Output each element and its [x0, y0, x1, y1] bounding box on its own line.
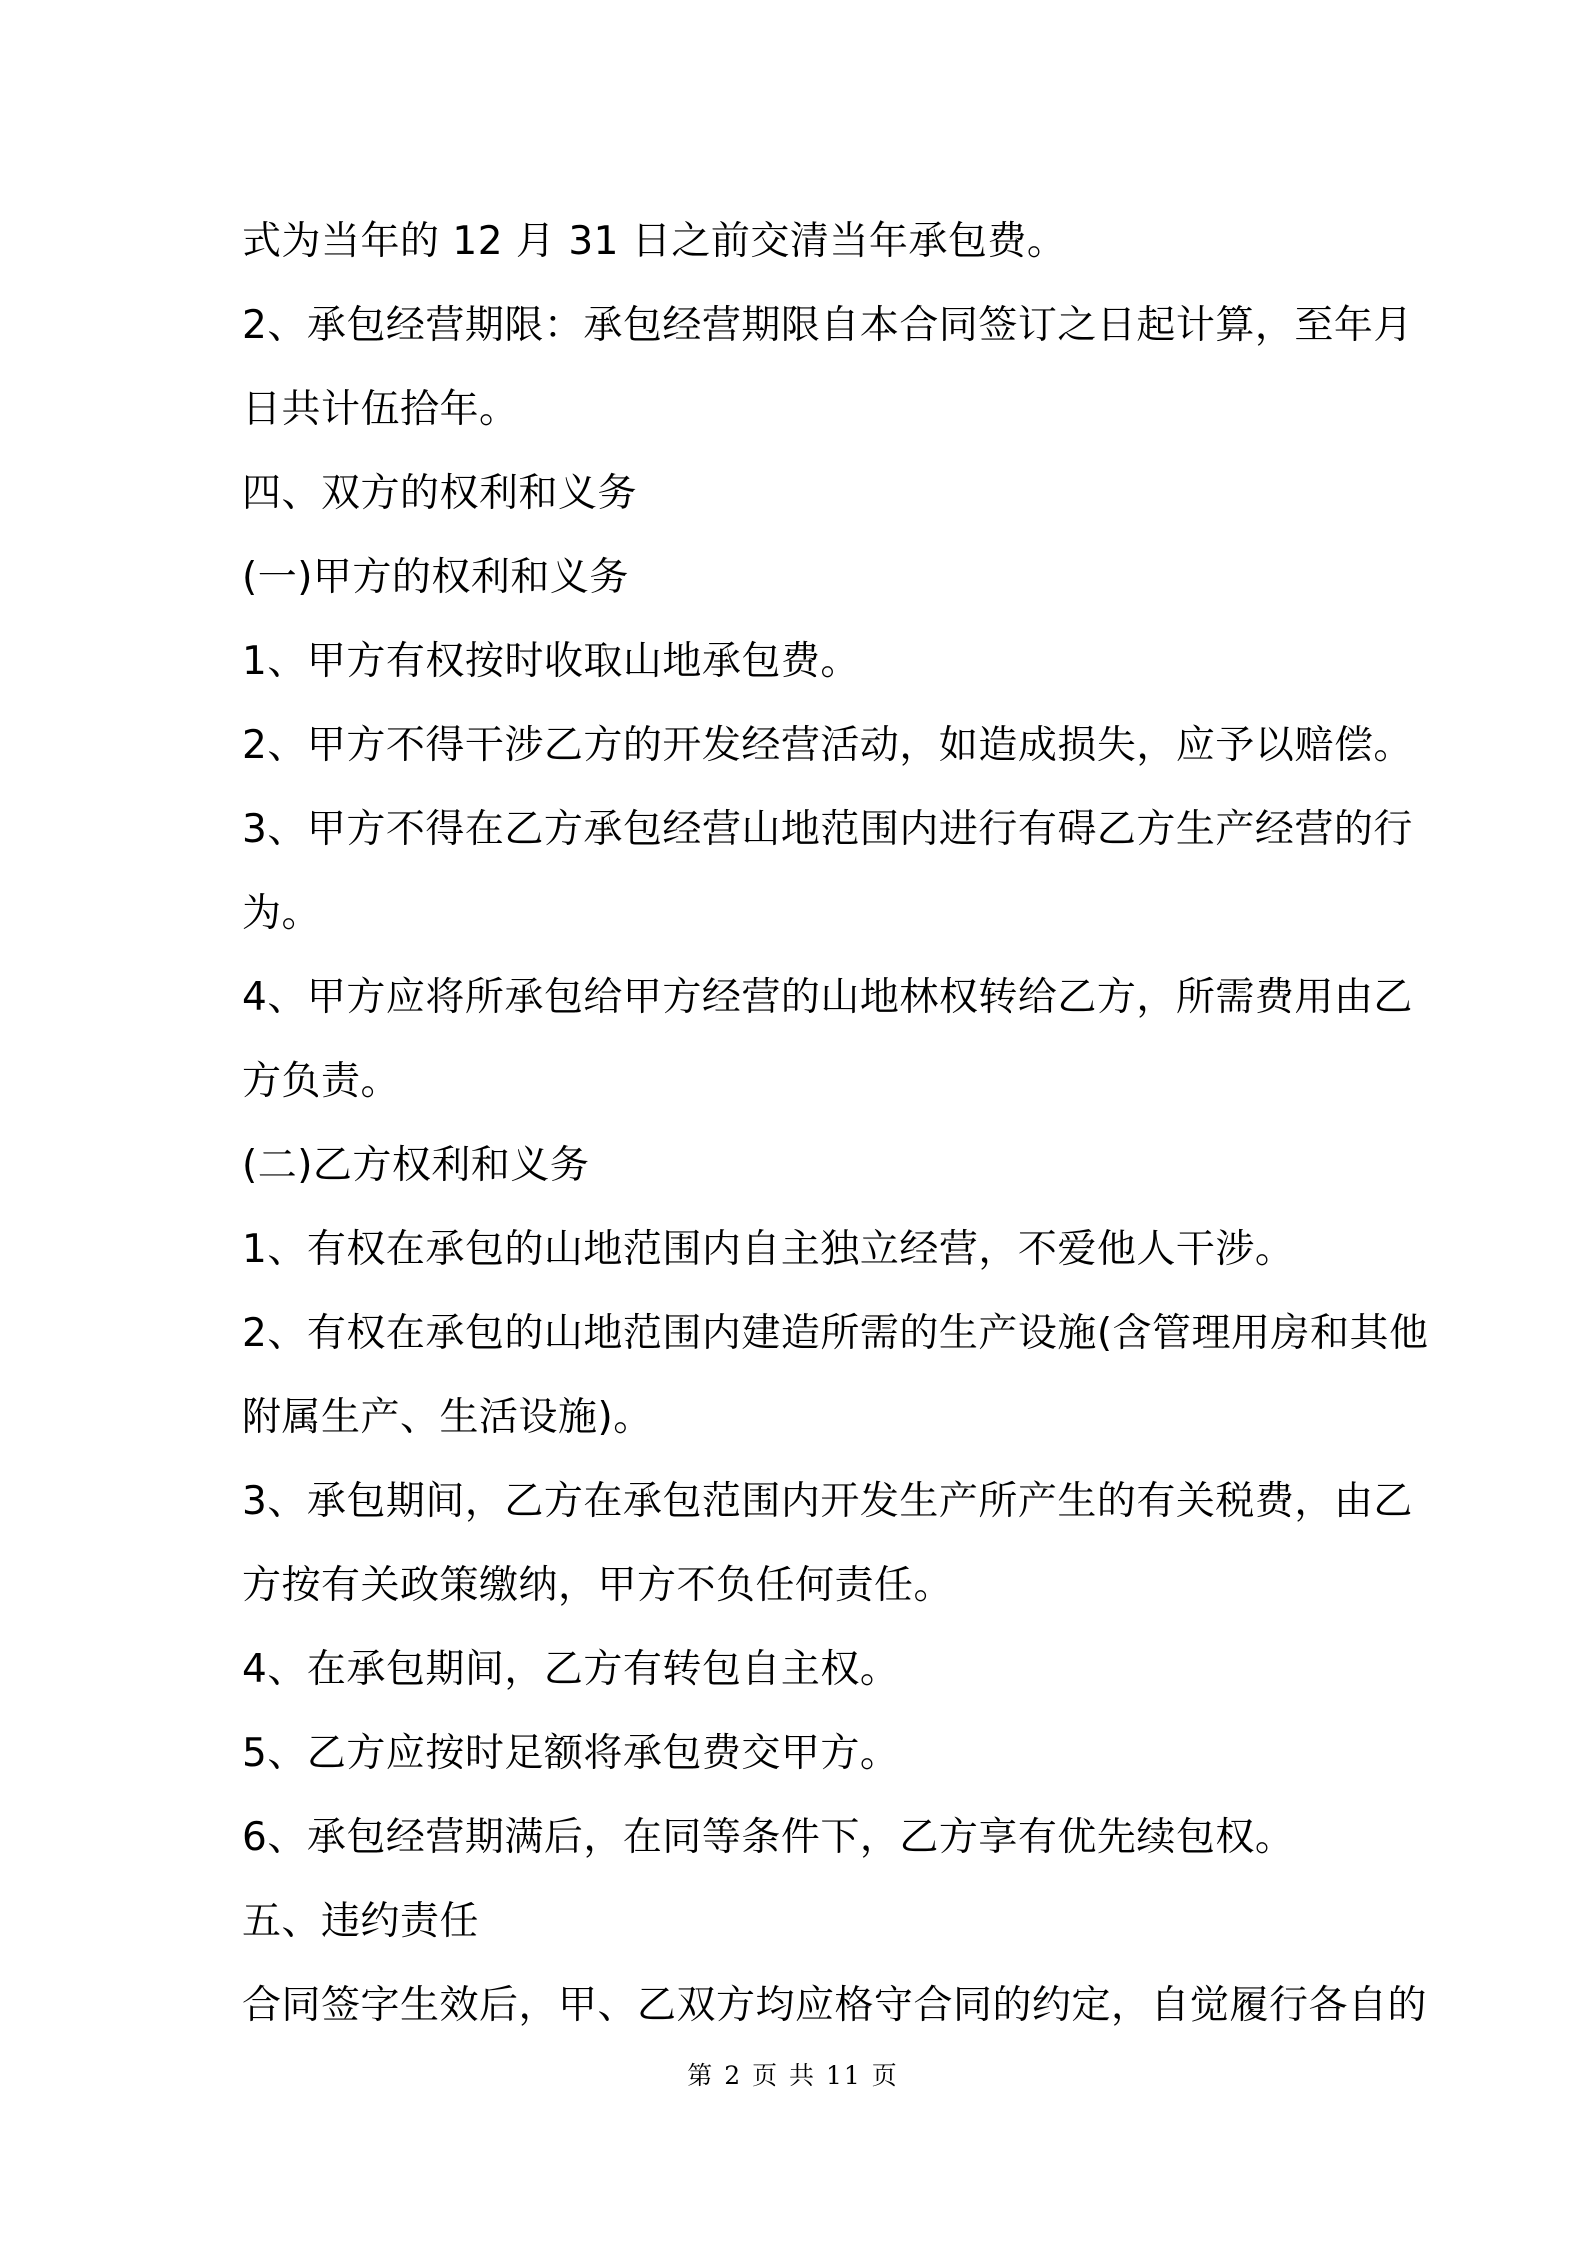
text-line: 1、甲方有权按时收取山地承包费。	[242, 639, 860, 684]
text-line: 方按有关政策缴纳，甲方不负任何责任。	[242, 1563, 954, 1608]
subsection-heading: (二)乙方权利和义务	[242, 1143, 590, 1188]
section-heading: 四、双方的权利和义务	[242, 471, 638, 516]
text-line: 6、承包经营期满后，在同等条件下，乙方享有优先续包权。	[242, 1815, 1295, 1860]
text-line: 2、甲方不得干涉乙方的开发经营活动，如造成损失，应予以赔偿。	[242, 723, 1413, 768]
text-line: 1、有权在承包的山地范围内自主独立经营，不爱他人干涉。	[242, 1227, 1295, 1272]
text-line: 式为当年的 12 月 31 日之前交清当年承包费。	[242, 219, 1067, 264]
text-line: 合同签字生效后，甲、乙双方均应格守合同的约定，自觉履行各自的	[242, 1983, 1428, 2028]
document-body	[242, 200, 1429, 2048]
text-line: 3、甲方不得在乙方承包经营山地范围内进行有碍乙方生产经营的行	[242, 807, 1413, 852]
text-line: 2、有权在承包的山地范围内建造所需的生产设施(含管理用房和其他	[242, 1311, 1429, 1356]
text-line: 4、甲方应将所承包给甲方经营的山地林权转给乙方，所需费用由乙	[242, 975, 1413, 1020]
text-line: 3、承包期间，乙方在承包范围内开发生产所产生的有关税费，由乙	[242, 1479, 1413, 1524]
text-line: 为。	[242, 891, 322, 936]
section-heading: 五、违约责任	[242, 1899, 480, 1944]
text-line: 4、在承包期间，乙方有转包自主权。	[242, 1647, 900, 1692]
text-line: 日共计伍拾年。	[242, 387, 519, 432]
text-line: 2、承包经营期限：承包经营期限自本合同签订之日起计算，至年月	[242, 303, 1413, 348]
text-line: 附属生产、生活设施)。	[242, 1395, 653, 1440]
page-number-footer: 第 2 页 共 11 页	[687, 2061, 899, 2090]
subsection-heading: (一)甲方的权利和义务	[242, 555, 629, 600]
text-line: 5、乙方应按时足额将承包费交甲方。	[242, 1731, 900, 1776]
text-line: 方负责。	[242, 1059, 401, 1104]
